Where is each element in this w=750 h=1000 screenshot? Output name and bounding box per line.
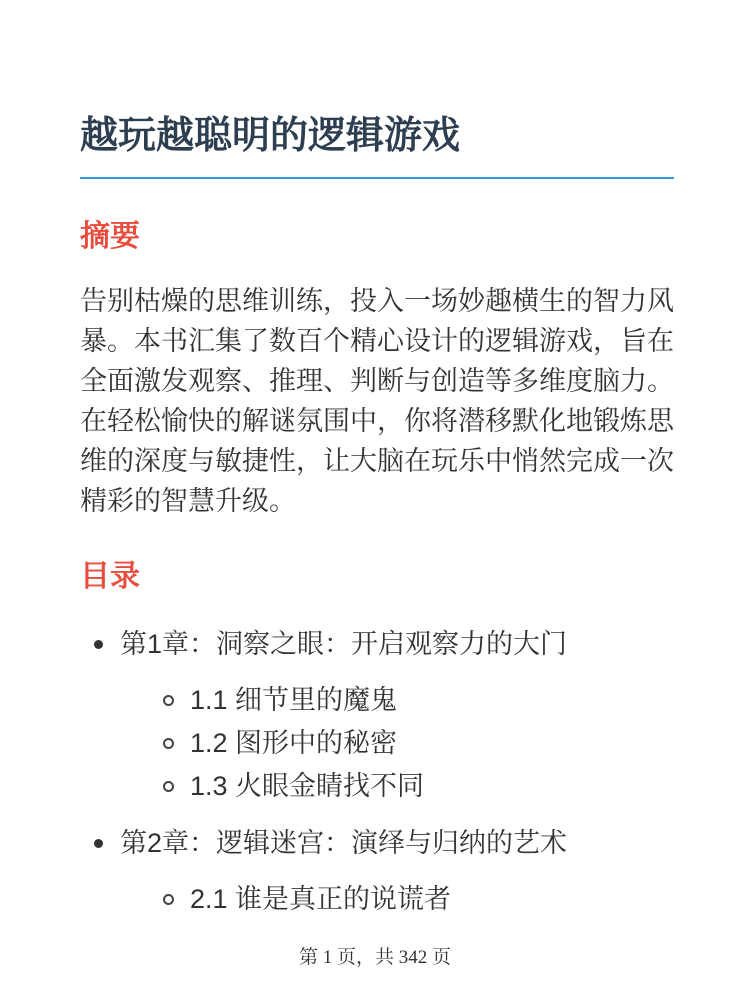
toc-heading: 目录 xyxy=(80,560,140,593)
circle-bullet-icon xyxy=(163,738,174,749)
toc-chapter-label: 第2章：逻辑迷宫：演绎与归纳的艺术 xyxy=(120,828,568,858)
page-number-indicator: 第 1 页，共 342 页 xyxy=(298,947,451,968)
toc-section-label: 1.2 图形中的秘密 xyxy=(190,728,398,758)
toc-chapter-label: 第1章：洞察之眼：开启观察力的大门 xyxy=(120,629,568,659)
disc-bullet-icon xyxy=(94,640,103,649)
toc-section-item xyxy=(120,765,674,808)
toc-section-item xyxy=(120,679,674,722)
page-content xyxy=(0,112,750,921)
abstract-paragraph: 告别枯燥的思维训练，投入一场妙趣横生的智力风暴。本书汇集了数百个精心设计的逻辑游戏，旨在全面激发观察、推理、判断与创造等多维度脑力。在轻松愉快的解谜氛围中，你将潜移默化地锻炼思维的深度与敏捷性，让大脑在玩乐中悄然完成一次精彩的智慧升级。 xyxy=(80,286,674,516)
toc-list xyxy=(80,623,674,921)
toc-sub-list xyxy=(120,679,674,808)
circle-bullet-icon xyxy=(163,695,174,706)
page-title: 越玩越聪明的逻辑游戏 xyxy=(80,112,674,179)
toc-section-label: 1.3 火眼金睛找不同 xyxy=(190,771,425,801)
disc-bullet-icon xyxy=(94,839,103,848)
circle-bullet-icon xyxy=(163,894,174,905)
toc-section-label: 2.1 谁是真正的说谎者 xyxy=(190,884,452,914)
toc-section-item xyxy=(120,722,674,765)
circle-bullet-icon xyxy=(163,781,174,792)
toc-section-label: 1.1 细节里的魔鬼 xyxy=(190,685,398,715)
toc-chapter-item xyxy=(80,822,674,921)
toc-sub-list xyxy=(120,878,674,921)
toc-section-item xyxy=(120,878,674,921)
toc-chapter-item xyxy=(80,623,674,808)
abstract-heading: 摘要 xyxy=(80,220,140,253)
